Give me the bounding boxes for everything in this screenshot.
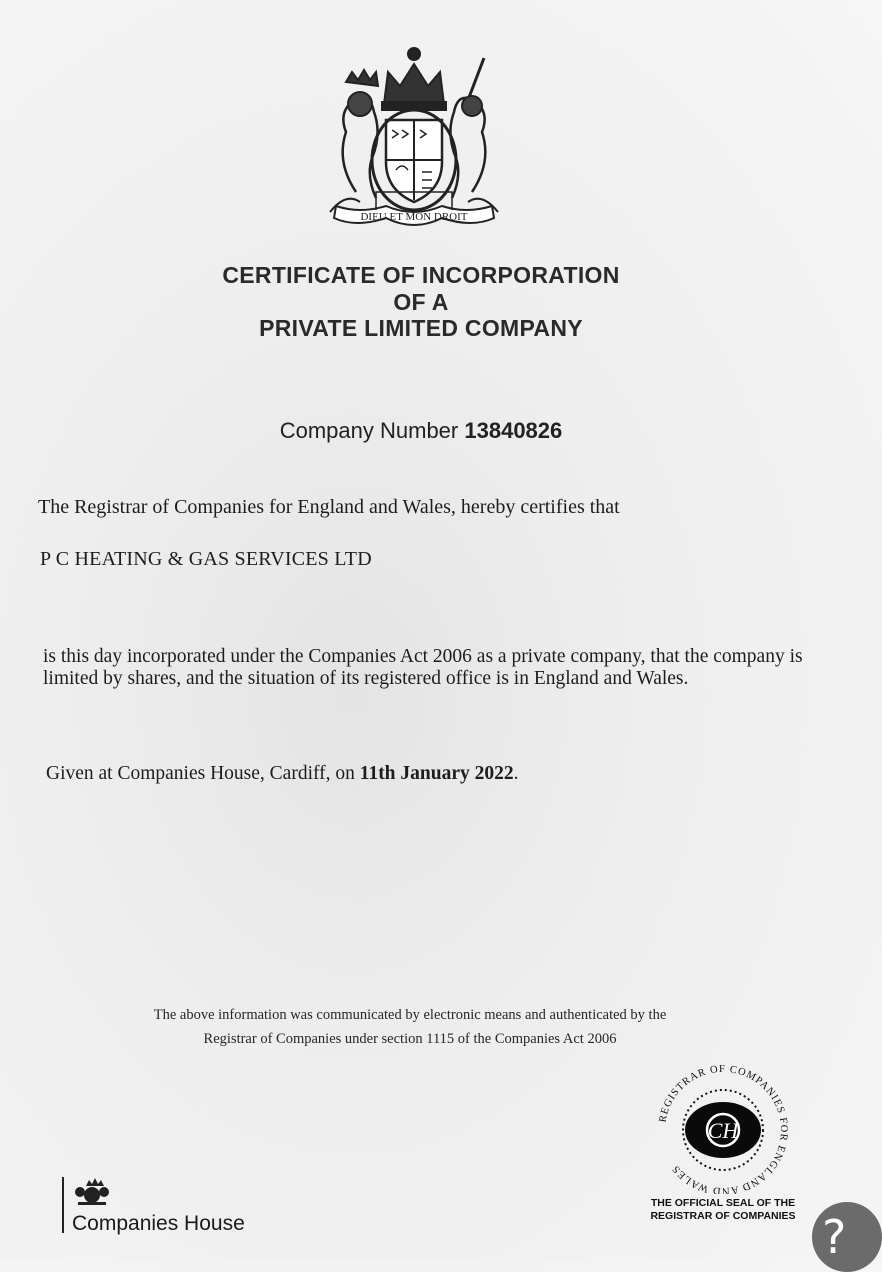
- logo-divider: [62, 1177, 64, 1233]
- seal-ring-text: REGISTRAR OF COMPANIES FOR ENGLAND AND WALES: [657, 1064, 790, 1194]
- registrar-statement: The Registrar of Companies for England and Wales, hereby certifies that: [38, 496, 620, 518]
- help-button[interactable]: ?: [812, 1202, 882, 1272]
- seal-caption-line-1: THE OFFICIAL SEAL OF THE: [650, 1197, 796, 1209]
- incorporation-date: 11th January 2022: [359, 763, 514, 784]
- mini-crest-icon: [72, 1176, 112, 1206]
- seal-caption: [628, 1197, 818, 1223]
- certificate-title-line-2: OF A: [393, 289, 449, 315]
- royal-coat-of-arms: [316, 42, 512, 232]
- given-suffix: .: [513, 763, 519, 784]
- authentication-line-2: Registrar of Companies under section 1115 of the Companies Act 2006: [203, 1031, 617, 1047]
- certificate-title-line-1: CERTIFICATE OF INCORPORATION: [222, 262, 620, 288]
- given-prefix: Given at Companies House, Cardiff, on: [46, 763, 355, 784]
- authentication-notice: [80, 1003, 740, 1051]
- authentication-line-1: The above information was communicated by electronic means and authenticated by the: [153, 1007, 667, 1023]
- company-number-line: [0, 418, 842, 444]
- motto-text: DIEU ET MON DROIT: [360, 211, 468, 223]
- registrar-seal: [650, 1064, 796, 1194]
- seal-monogram: CH: [707, 1118, 739, 1143]
- given-at-line: [46, 763, 519, 785]
- certificate-title-line-3: PRIVATE LIMITED COMPANY: [259, 315, 583, 341]
- incorporation-statement: is this day incorporated under the Companies Act 2006 as a private company, that the company is limited by shares, and the situation of its registered office is in England and Wales.: [43, 646, 803, 689]
- companies-house-label: Companies House: [72, 1212, 245, 1235]
- seal-caption-line-2: REGISTRAR OF COMPANIES: [650, 1210, 796, 1222]
- company-number-label: Company Number: [279, 418, 459, 443]
- companies-house-logo: [62, 1172, 272, 1242]
- company-number-value: 13840826: [464, 418, 563, 443]
- company-name: P C HEATING & GAS SERVICES LTD: [40, 548, 372, 570]
